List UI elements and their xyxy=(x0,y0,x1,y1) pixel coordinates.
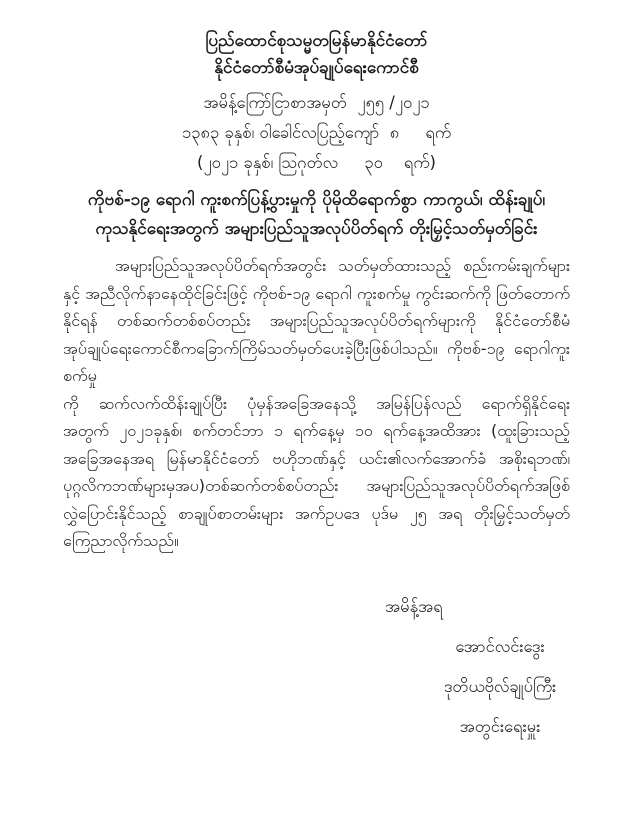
body-line: အုပ်ချုပ်ရေးကောင်စီကခြောက်ကြိမ်သတ်မှတ်ပေးခဲ့ပြီးဖြစ်ပါသည်။ ကိုဗစ်-၁၉ ရောဂါကူးစက်မှု xyxy=(63,338,570,385)
body-line: နှင့် အညီလိုက်နာနေထိုင်ခြင်းဖြင့် ကိုဗစ်-၁၉ ရောဂါ ကူးစက်မှု ကွင်းဆက်ကို ဖြတ်တောက် xyxy=(63,283,570,303)
council-name-title: နိုင်ငံတော်စီမံအုပ်ချုပ်ရေးကောင်စီ xyxy=(214,58,419,78)
by-order-label: အမိန့်အရ xyxy=(385,596,443,616)
body-line: အတွက် ၂၀၂၁ခုနှစ်၊ စက်တင်ဘာ ၁ ရက်နေ့မှ ၁၀ ရက်နေ့အထိအား (ထူးခြားသည့် xyxy=(63,421,570,440)
signature-block xyxy=(63,587,570,747)
body-line: နိုင်ရန် တစ်ဆက်တစ်စပ်တည်း အများပြည်သူအလုပ်ပိတ်ရက်များကို နိုင်ငံတော်စီမံ xyxy=(63,311,570,330)
myanmar-calendar-date: ၁၃၈၃ ခုနှစ်၊ ဝါခေါင်လပြည့်ကျော် ၈ ရက် xyxy=(181,123,452,142)
signatory-rank: ဒုတိယဗိုလ်ချုပ်ကြီး xyxy=(443,676,557,696)
body-line: ကို ဆက်လက်ထိန်းချုပ်ပြီး ပုံမှန်အခြေအနေသို့ အမြန်ပြန်လည် ရောက်ရှိနိုင်ရေး xyxy=(63,393,570,413)
signatory-title: အတွင်းရေးမှူး xyxy=(459,716,541,736)
state-name-title: ပြည်ထောင်စုသမ္မတမြန်မာနိုင်ငံတော် xyxy=(205,31,428,51)
subject-title-line-1: ကိုဗစ်-၁၉ ရောဂါ ကူးစက်ပြန့်ပွားမှုကို ပိုမိုထိရောက်စွာ ကာကွယ်၊ ထိန်းချုပ်၊ xyxy=(87,190,546,210)
signatory-name: အောင်လင်းဒွေး xyxy=(455,636,545,656)
body-line: လွှဲပြောင်းနိုင်သည့် စာချုပ်စာတမ်းများ အက်ဥပဒေ ပုဒ်မ ၂၅ အရ တိုးမြှင့်သတ်မှတ် xyxy=(63,503,570,523)
notification-meta xyxy=(63,88,570,178)
document-header xyxy=(63,28,570,178)
subject-title xyxy=(63,186,570,244)
body-line: အခြေအနေအရ မြန်မာနိုင်ငံတော် ဗဟိုဘဏ်နှင့် ယင်း၏လက်အောက်ခံ အစိုးရဘဏ်၊ xyxy=(63,448,570,468)
notification-number: အမိန့်ကြော်ငြာစာအမှတ် ၂၅၅ /၂၀၂၁ xyxy=(203,93,430,112)
body-line: ကြေညာလိုက်သည်။ xyxy=(63,531,179,550)
body-paragraph xyxy=(63,252,570,555)
gregorian-date: (၂၀၂၁ ခုနှစ်၊ သြဂုတ်လ ၃၀ ရက်) xyxy=(197,153,436,172)
subject-title-line-2: ကုသနိုင်ရေးအတွက် အများပြည်သူအလုပ်ပိတ်ရက် တိုးမြှင့်သတ်မှတ်ခြင်း xyxy=(95,219,538,239)
body-line: အများပြည်သူအလုပ်ပိတ်ရက်အတွင်း သတ်မှတ်ထားသည့် စည်းကမ်းချက်များ xyxy=(115,256,570,275)
body-line: ပုဂ္ဂလိကဘဏ်များမှအပ)တစ်ဆက်တစ်စပ်တည်း အများပြည်သူအလုပ်ပိတ်ရက်အဖြစ် xyxy=(63,476,570,495)
